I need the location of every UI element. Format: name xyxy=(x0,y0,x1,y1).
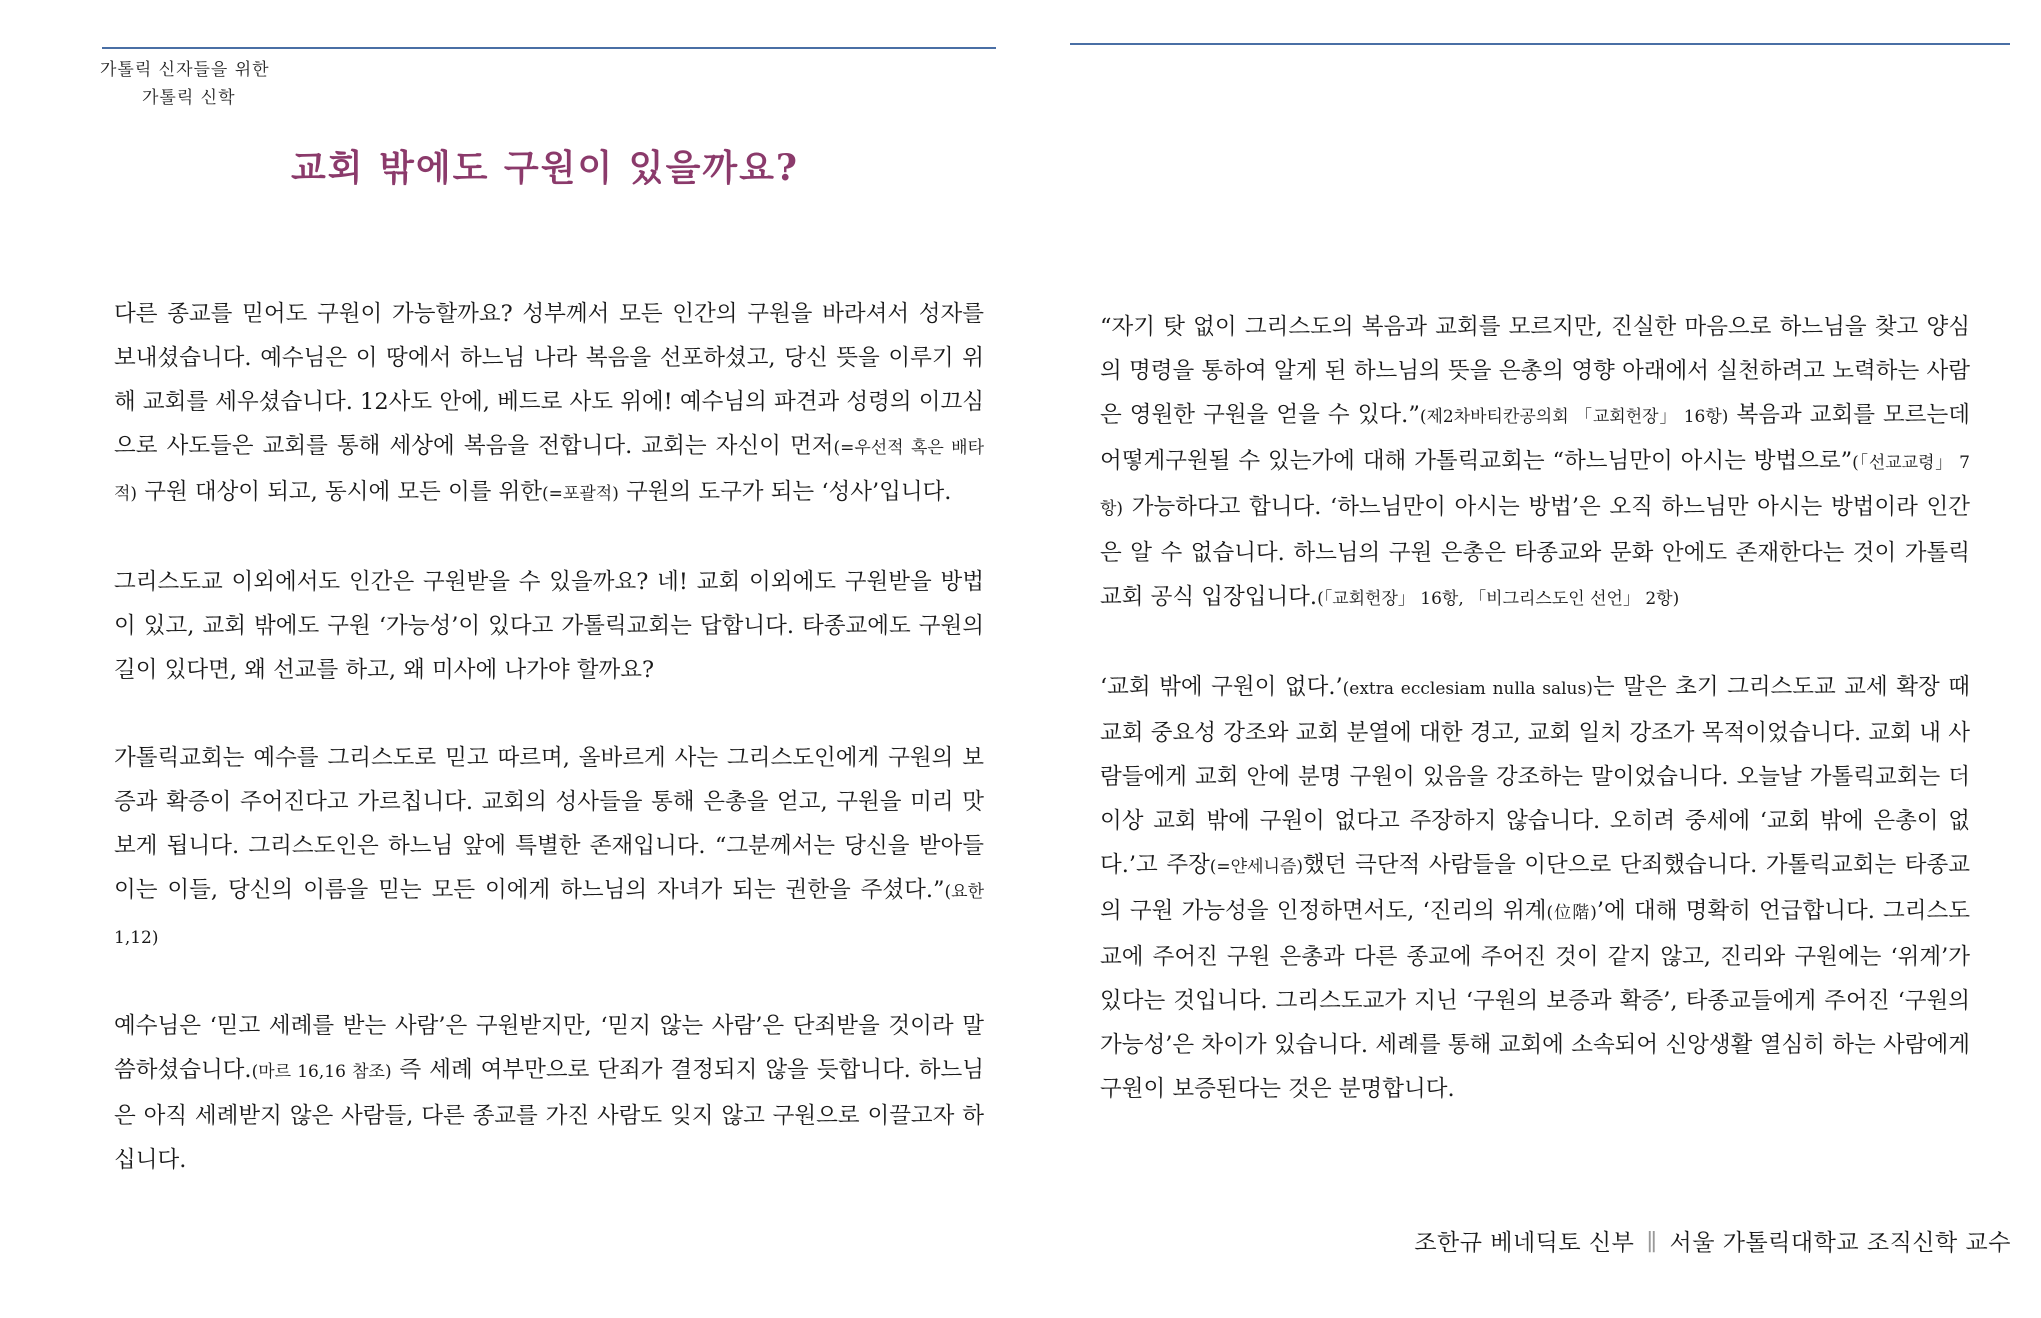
paragraph-2: 그리스도교 이외에서도 인간은 구원받을 수 있을까요? 네! 교회 이외에도 구원받을 방법이 있고, 교회 밖에도 구원 ‘가능성’이 있다고 가톨릭교회는 답합니다. 타종교에도 구원의 길이 있다면, 왜 선교를 하고, 왜 미사에 나가야 할까요? xyxy=(114,569,984,683)
paragraph-4 xyxy=(114,1004,984,1182)
left-column-text xyxy=(114,292,984,1226)
text-run: 다른 종교를 믿어도 구원이 가능할까요? 성부께서 모든 인간의 구원을 바라셔서 성자를 보내셨습니다. 예수님은 이 땅에서 하느님 나라 복음을 선포하셨고, 당신 뜻을 이루기 위해 교회를 세우셨습니다. 12사도 안에, 베드로 사도 위에! 예수님의 파견과 성령의 이끄심으로 사도들은 교회를 통해 세상에 복음을 전합니다. 교회는 자신이 먼저 xyxy=(114,301,984,459)
header-rule-left xyxy=(102,47,996,49)
author-affiliation: 서울 가톨릭대학교 조직신학 교수 xyxy=(1669,1230,2011,1256)
paragraph-5 xyxy=(1100,305,1970,621)
separator: ∥ xyxy=(1646,1230,1658,1256)
text-run: 는 말은 초기 그리스도교 교세 확장 때 교회 중요성 강조와 교회 분열에 대한 경고, 교회 일치 강조가 목적이었습니다. 교회 내 사람들에게 교회 안에 분명 구원이 있음을 강조하는 말이었습니다. 오늘날 가톨릭교회는 더 이상 교회 밖에 구원이 없다고 주장하지 않습니다. 오히려 중세에 ‘교회 밖에 은총이 없다.’고 주장 xyxy=(1100,674,1970,878)
text-run: ’에 대해 명확히 언급합니다. 그리스도교에 주어진 구원 은총과 다른 종교에 주어진 것이 같지 않고, 진리와 구원에는 ‘위계’가 있다는 것입니다. 그리스도교가 지닌 ‘구원의 보증과 확증’, 타종교들에게 주어진 ‘구원의 가능성’은 차이가 있습니다. 세례를 통해 교회에 소속되어 신앙생활 열심히 하는 사람에게 구원이 보증된다는 것은 분명합니다. xyxy=(1100,898,1970,1102)
paragraph-3 xyxy=(114,736,984,960)
citation-inline: (제2차바티칸공의회 「교회헌장」 16항) xyxy=(1419,407,1729,427)
note-inline: (=포괄적) xyxy=(542,484,619,504)
paragraph-6 xyxy=(1100,665,1970,1111)
citation-inline: (요한 1,12) xyxy=(114,882,984,948)
text-run: 복음과 교회를 모르는데 어떻게구원될 수 있는가에 대해 가톨릭교회는 “하느님만이 아시는 방법으로” xyxy=(1100,402,1970,474)
text-run: 했던 극단적 사람들을 이단으로 단죄했습니다. 가톨릭교회는 타종교의 구원 가능성을 인정하면서도, ‘진리의 위계 xyxy=(1100,852,1970,924)
header-rule-right xyxy=(1070,43,2010,45)
text-run: 구원의 도구가 되는 ‘성사’입니다. xyxy=(618,479,952,505)
paragraph-1 xyxy=(114,292,984,516)
text-run: 예수님은 ‘믿고 세례를 받는 사람’은 구원받지만, ‘믿지 않는 사람’은 단죄받을 것이라 말씀하셨습니다. xyxy=(114,1013,984,1083)
latin-phrase: (extra ecclesiam nulla salus) xyxy=(1342,679,1593,699)
text-run: ‘교회 밖에 구원이 없다.’ xyxy=(1100,674,1343,700)
note-inline: (=얀세니즘) xyxy=(1209,857,1303,877)
note-inline: (位階) xyxy=(1546,903,1597,923)
text-run: 구원 대상이 되고, 동시에 모든 이를 위한 xyxy=(137,479,543,505)
text-run: 가톨릭교회는 예수를 그리스도로 믿고 따르며, 올바르게 사는 그리스도인에게 구원의 보증과 확증이 주어진다고 가르칩니다. 교회의 성사들을 통해 은총을 얻고, 구원을 미리 맛보게 됩니다. 그리스도인은 하느님 앞에 특별한 존재입니다. “그분께서는 당신을 받아들이는 이들, 당신의 이름을 믿는 모든 이에게 하느님의 자녀가 되는 권한을 주셨다.” xyxy=(114,745,984,903)
left-page xyxy=(0,0,1010,1318)
author-signature xyxy=(1414,1224,2011,1257)
text-run: 가능하다고 합니다. ‘하느님만이 아시는 방법’은 오직 하느님만 아시는 방법이라 인간은 알 수 없습니다. 하느님의 구원 은총은 타종교와 문화 안에도 존재한다는 것이 가톨릭교회 공식 입장입니다. xyxy=(1100,494,1970,610)
series-header xyxy=(100,56,270,112)
citation-inline: (「교회헌장」 16항, 「비그리스도인 선언」 2항) xyxy=(1317,589,1680,609)
text-run: 즉 세례 여부만으로 단죄가 결정되지 않을 듯합니다. 하느님은 아직 세례받지 않은 사람들, 다른 종교를 가진 사람도 잊지 않고 구원으로 이끌고자 하십니다. xyxy=(114,1057,984,1173)
quote-text: “자기 탓 없이 그리스도의 복음과 교회를 모르지만, 진실한 마음으로 하느님을 찾고 양심의 명령을 통하여 알게 된 하느님의 뜻을 은총의 영향 아래에서 실천하려고 노력하는 사람은 영원한 구원을 얻을 수 있다.” xyxy=(1100,314,1970,428)
note-inline: (=우선적 혹은 배타적) xyxy=(114,438,985,504)
header-line-1: 가톨릭 신자들을 위한 xyxy=(100,60,270,80)
header-line-2: 가톨릭 신학 xyxy=(142,88,236,108)
author-name: 조한규 베네딕토 신부 xyxy=(1414,1230,1635,1256)
page-title: 교회 밖에도 구원이 있을까요? xyxy=(290,147,799,189)
right-page xyxy=(1030,0,2041,1318)
right-column-text xyxy=(1100,305,1970,1155)
citation-inline: (마르 16,16 참조) xyxy=(251,1062,392,1082)
citation-inline: (「선교교령」 7항) xyxy=(1100,453,1971,519)
